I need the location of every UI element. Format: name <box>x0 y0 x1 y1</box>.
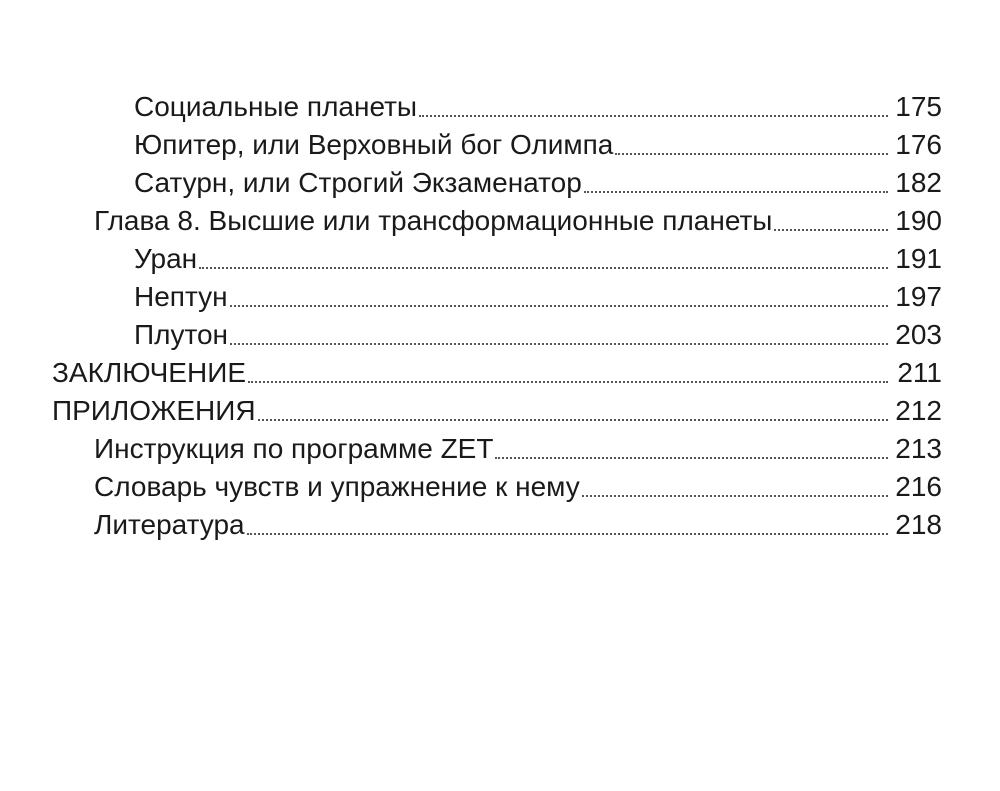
toc-entry-title: ПРИЛОЖЕНИЯ <box>52 395 256 426</box>
toc-entry-literature <box>52 506 942 544</box>
toc-entry-saturn <box>52 164 942 202</box>
toc-entry-page: 197 <box>895 281 942 312</box>
dot-leader <box>584 191 888 193</box>
toc-entry-page: 190 <box>895 205 942 236</box>
toc-entry-page: 191 <box>895 243 942 274</box>
toc-entry-title: Глава 8. Высшие или трансформационные планеты <box>94 205 773 236</box>
toc-entry-page: 182 <box>895 167 942 198</box>
dot-leader <box>248 381 888 383</box>
toc-entry-title: Инструкция по программе ZET <box>94 433 494 464</box>
toc-entry-page: 213 <box>895 433 942 464</box>
toc-entry-title: Сатурн, или Строгий Экзаменатор <box>134 167 582 198</box>
dot-leader <box>258 419 888 421</box>
dot-leader <box>615 153 888 155</box>
toc-entry-title: Юпитер, или Верховный бог Олимпа <box>134 129 614 160</box>
toc-entry-uranus <box>52 240 942 278</box>
toc-entry-chapter-8 <box>52 202 942 240</box>
toc-entry-page: 211 <box>897 357 942 388</box>
toc-entry-zet-instructions <box>52 430 942 468</box>
dot-leader <box>230 305 888 307</box>
toc-entry-title: Литература <box>94 509 245 540</box>
toc-entry-neptune <box>52 278 942 316</box>
toc-entry-title: Словарь чувств и упражнение к нему <box>94 471 580 502</box>
dot-leader <box>419 115 888 117</box>
toc-entry-page: 176 <box>895 129 942 160</box>
toc-entry-pluto <box>52 316 942 354</box>
toc-entry-jupiter <box>52 126 942 164</box>
dot-leader <box>582 495 888 497</box>
toc-entry-page: 212 <box>895 395 942 426</box>
toc-entry-title: Нептун <box>134 281 228 312</box>
toc-entry-social-planets <box>52 88 942 126</box>
dot-leader <box>230 343 888 345</box>
toc-entry-page: 203 <box>895 319 942 350</box>
dot-leader <box>247 533 888 535</box>
toc-entry-title: Уран <box>134 243 198 274</box>
toc-entry-page: 218 <box>895 509 942 540</box>
toc-entry-title: ЗАКЛЮЧЕНИЕ <box>52 357 246 388</box>
toc-entry-feelings-dictionary <box>52 468 942 506</box>
toc-entry-page: 175 <box>895 91 942 122</box>
dot-leader <box>495 457 888 459</box>
table-of-contents <box>52 88 942 544</box>
dot-leader <box>774 229 888 231</box>
toc-entry-title: Социальные планеты <box>134 91 418 122</box>
toc-entry-title: Плутон <box>134 319 229 350</box>
toc-entry-conclusion <box>52 354 942 392</box>
toc-entry-page: 216 <box>895 471 942 502</box>
toc-entry-appendices <box>52 392 942 430</box>
dot-leader <box>199 267 888 269</box>
